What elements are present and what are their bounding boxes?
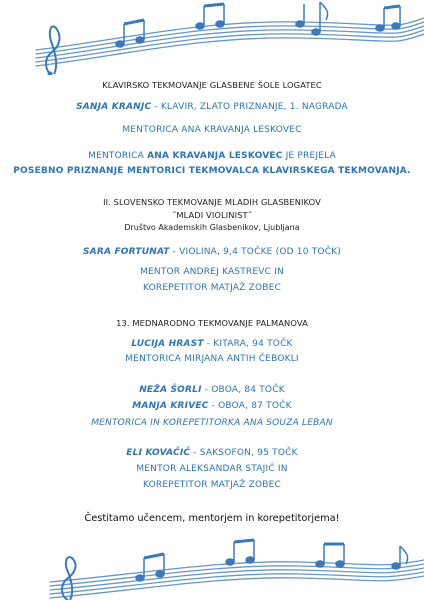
award-name: ANA KRAVANJA LESKOVEC — [147, 151, 283, 161]
section3-mentor2: MENTORICA IN KOREPETITORKA ANA SOUZA LEBAN — [91, 418, 333, 428]
section3-mentor3-line1: MENTOR ALEKSANDAR STAJIĆ IN — [136, 464, 288, 474]
section1-title: KLAVIRSKO TEKMOVANJE GLASBENE ŠOLE LOGATEC — [102, 80, 322, 90]
award-prefix: MENTORICA — [88, 151, 148, 161]
section2-title: II. SLOVENSKO TEKMOVANJE MLADIH GLASBENIKOV — [103, 197, 321, 207]
section3-entry: ELI KOVAČIČ - SAKSOFON, 95 TOČK — [126, 448, 298, 458]
section3-entry: LUCIJA HRAST - KITARA, 94 TOČK — [131, 339, 293, 349]
section2-mentor-line2: KOREPETITOR MATJAŽ ZOBEC — [143, 283, 281, 293]
closing-message: Čestitamo učencem, mentorjem in korepetitorjema! — [84, 513, 340, 524]
music-notes-icon — [136, 540, 408, 581]
section2-student-line — [0, 247, 424, 257]
section1-award-line — [0, 151, 424, 161]
section1-award-title: POSEBNO PRIZNANJE MENTORICI TEKMOVALCA KLAVIRSKEGA TEKMOVANJA. — [13, 166, 411, 176]
section1-mentor: MENTORICA ANA KRAVANJA LESKOVEC — [122, 125, 302, 135]
student-name: SANJA KRANJC — [76, 102, 152, 112]
student-detail: - VIOLINA, 9,4 TOČKE (OD 10 TOČK) — [169, 247, 342, 257]
music-staff-bottom-decoration — [0, 520, 424, 600]
section2-mentor-line1: MENTOR ANDREJ KASTREVC IN — [140, 267, 284, 277]
music-staff-top-decoration — [0, 0, 424, 75]
section3-mentor3-line2: KOREPETITOR MATJAŽ ZOBEC — [143, 480, 281, 490]
section3-entry: MANJA KRIVEC - OBOA, 87 TOČK — [132, 401, 292, 411]
section3-title: 13. MEDNARODNO TEKMOVANJE PALMANOVA — [116, 318, 308, 328]
student-name: SARA FORTUNAT — [82, 247, 170, 257]
section3-mentor1: MENTORICA MIRJANA ANTIH ČEBOKLI — [125, 354, 299, 364]
student-detail: - KLAVIR, ZLATO PRIZNANJE, 1. NAGRADA — [151, 102, 348, 112]
section1-student-line — [0, 102, 424, 112]
section2-organizer: Društvo Akademskih Glasbenikov, Ljubljana — [124, 223, 300, 232]
section3-entry: NEŽA ŠORLI - OBOA, 84 TOČK — [139, 385, 285, 395]
award-suffix: JE PREJELA — [282, 151, 336, 161]
section2-subtitle: ˝MLADI VIOLINIST˝ — [172, 210, 252, 220]
treble-clef-icon — [62, 557, 75, 600]
